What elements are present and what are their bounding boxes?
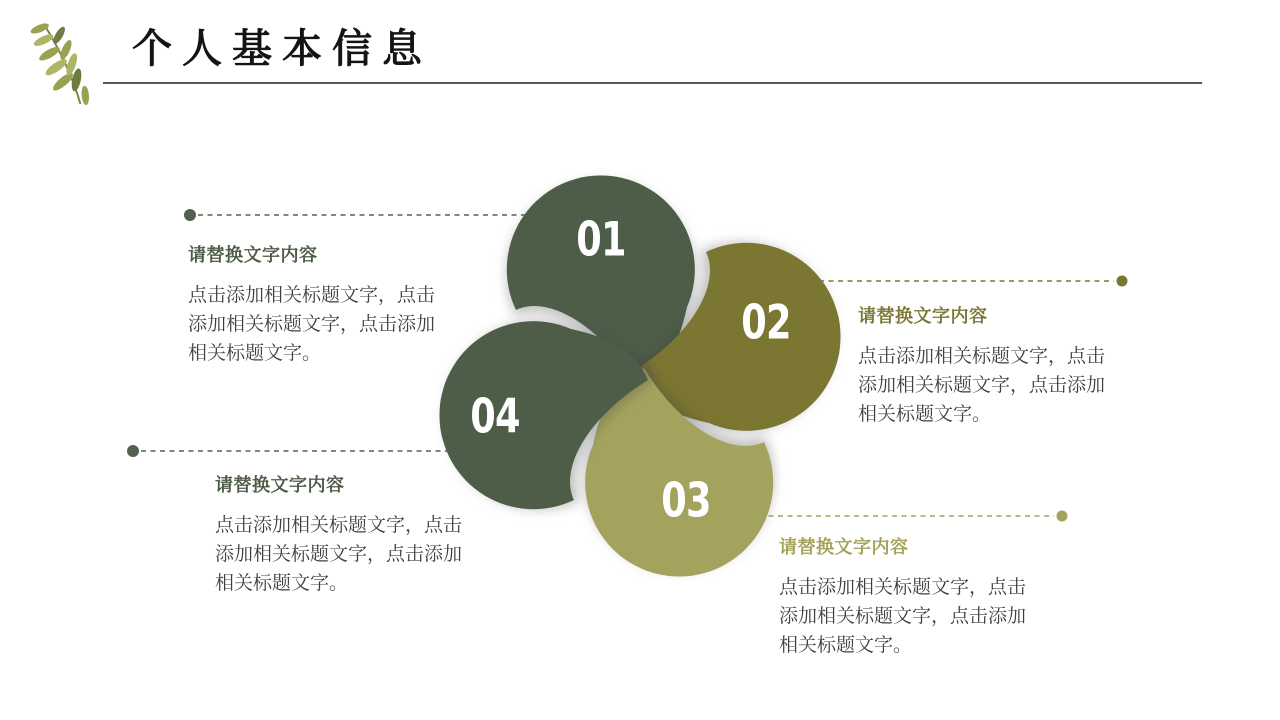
text-block-02 [858, 302, 1133, 429]
connector-dot-01 [184, 209, 196, 221]
text-block-03-heading: 请替换文字内容 [779, 537, 909, 557]
text-block-01-heading: 请替换文字内容 [188, 245, 318, 265]
text-block-02-body: 点击添加相关标题文字，点击 添加相关标题文字，点击添加 相关标题文字。 [858, 346, 1106, 425]
step-number-04: 04 [470, 389, 520, 445]
connector-dot-04 [127, 445, 139, 457]
text-block-03-body: 点击添加相关标题文字，点击 添加相关标题文字，点击添加 相关标题文字。 [779, 577, 1027, 656]
page-title: 个人基本信息 [132, 27, 432, 71]
text-block-01-body: 点击添加相关标题文字，点击 添加相关标题文字，点击添加 相关标题文字。 [188, 285, 436, 364]
text-block-04-body: 点击添加相关标题文字，点击 添加相关标题文字，点击添加 相关标题文字。 [215, 515, 463, 594]
text-block-04-heading: 请替换文字内容 [215, 475, 345, 495]
connector-dot-02 [1117, 276, 1128, 287]
step-number-02: 02 [741, 295, 791, 351]
text-block-01 [188, 241, 463, 368]
text-block-03 [779, 533, 1054, 660]
step-number-01: 01 [576, 212, 626, 268]
connector-dot-03 [1057, 511, 1068, 522]
text-block-04 [215, 471, 490, 598]
text-block-02-heading: 请替换文字内容 [858, 306, 988, 326]
step-number-03: 03 [661, 473, 711, 529]
